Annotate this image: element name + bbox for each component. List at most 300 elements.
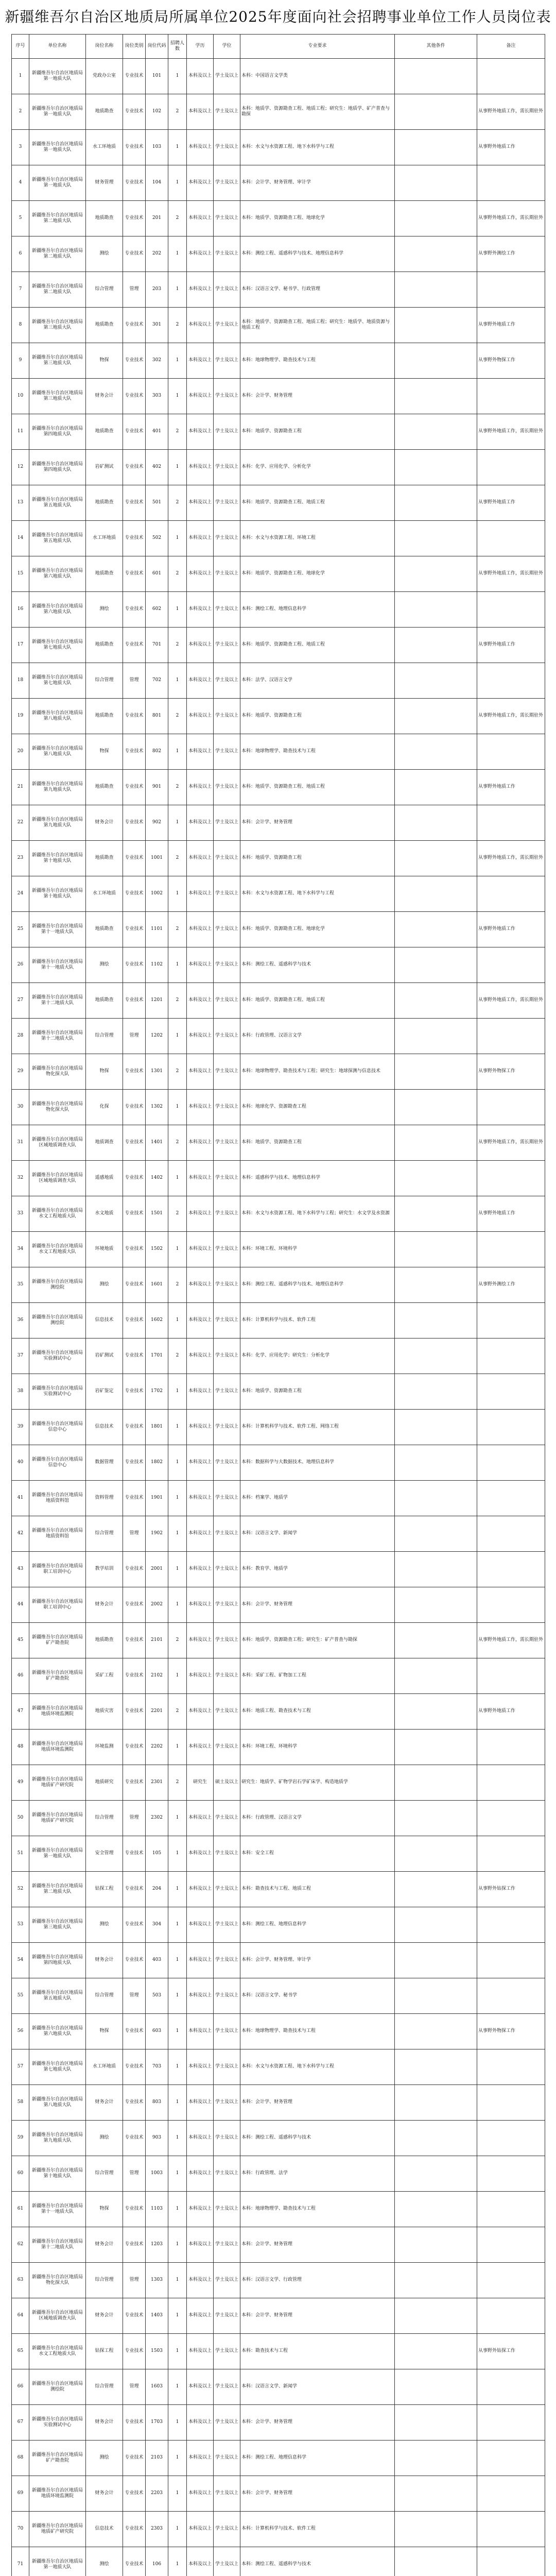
cell-post: 财务会计 — [86, 379, 123, 414]
cell-major: 本科：会计学、财务管理 — [240, 2227, 395, 2263]
cell-note — [477, 2049, 545, 2085]
cell-other — [395, 1374, 477, 1410]
cell-degree: 学士及以上 — [214, 1196, 240, 1232]
cell-count: 1 — [168, 2085, 187, 2121]
cell-post: 水工环地质 — [86, 2049, 123, 2085]
table-row — [12, 379, 545, 414]
cell-other — [395, 1907, 477, 1943]
cell-unit: 新疆维吾尔自治区地质局第七地质大队 — [29, 663, 86, 699]
table-row — [12, 2014, 545, 2049]
cell-code: 601 — [146, 556, 168, 592]
cell-major: 本科：地质学、资源勘查工程 — [240, 1374, 395, 1410]
cell-type: 专业技术 — [123, 1587, 146, 1623]
cell-type: 专业技术 — [123, 1836, 146, 1872]
cell-education: 本科及以上 — [187, 414, 214, 450]
cell-post: 物探 — [86, 2014, 123, 2049]
cell-education: 本科及以上 — [187, 2298, 214, 2334]
cell-education: 本科及以上 — [187, 272, 214, 308]
cell-post: 测绘 — [86, 236, 123, 272]
cell-type: 专业技术 — [123, 592, 146, 628]
cell-count: 2 — [168, 841, 187, 876]
cell-note — [477, 2512, 545, 2547]
cell-count: 1 — [168, 343, 187, 379]
cell-other — [395, 1765, 477, 1801]
cell-other — [395, 1161, 477, 1196]
cell-serial: 36 — [12, 1303, 29, 1338]
cell-serial: 69 — [12, 2476, 29, 2512]
cell-degree: 学士及以上 — [214, 1623, 240, 1658]
cell-education: 本科及以上 — [187, 521, 214, 556]
table-row — [12, 450, 545, 485]
cell-unit: 新疆维吾尔自治区地质局地质矿产研究院 — [29, 2512, 86, 2547]
cell-count: 1 — [168, 2014, 187, 2049]
cell-education: 本科及以上 — [187, 1125, 214, 1161]
cell-code: 1601 — [146, 1267, 168, 1303]
cell-degree: 学士及以上 — [214, 2156, 240, 2192]
cell-count: 1 — [168, 2298, 187, 2334]
cell-type: 专业技术 — [123, 983, 146, 1019]
cell-unit: 新疆维吾尔自治区地质局第五地质大队 — [29, 1978, 86, 2014]
cell-post: 地质调查 — [86, 1125, 123, 1161]
cell-unit: 新疆维吾尔自治区地质局矿产勘查院 — [29, 1658, 86, 1694]
cell-degree: 学士及以上 — [214, 556, 240, 592]
cell-type: 专业技术 — [123, 1943, 146, 1978]
cell-degree: 学士及以上 — [214, 1836, 240, 1872]
cell-major: 本科：水文与水资源工程、地下水科学与工程；研究生：水文学及水资源 — [240, 1196, 395, 1232]
cell-other — [395, 947, 477, 983]
cell-major: 本科：化学、应用化学、分析化学 — [240, 450, 395, 485]
cell-count: 1 — [168, 1730, 187, 1765]
cell-major: 本科：计算机科学与技术、软件工程 — [240, 2512, 395, 2547]
cell-serial: 55 — [12, 1978, 29, 2014]
cell-count: 1 — [168, 1801, 187, 1836]
cell-unit: 新疆维吾尔自治区地质局第九地质大队 — [29, 805, 86, 841]
cell-note — [477, 1552, 545, 1587]
cell-type: 专业技术 — [123, 2334, 146, 2369]
cell-other — [395, 1232, 477, 1267]
cell-type: 专业技术 — [123, 1872, 146, 1907]
table-row — [12, 2476, 545, 2512]
cell-major: 本科：测绘工程、遥感科学与技术、地理信息科学 — [240, 236, 395, 272]
cell-degree: 学士及以上 — [214, 2405, 240, 2441]
cell-note: 从事野外地质工作 — [477, 770, 545, 805]
cell-unit: 新疆维吾尔自治区地质局第二地质大队 — [29, 272, 86, 308]
table-row — [12, 272, 545, 308]
cell-degree: 学士及以上 — [214, 450, 240, 485]
cell-other — [395, 1552, 477, 1587]
table-row — [12, 699, 545, 734]
cell-code: 2302 — [146, 1801, 168, 1836]
cell-code: 104 — [146, 165, 168, 201]
cell-code: 2101 — [146, 1623, 168, 1658]
cell-type: 专业技术 — [123, 1765, 146, 1801]
cell-code: 2202 — [146, 1730, 168, 1765]
cell-type: 管理 — [123, 1978, 146, 2014]
cell-post: 水工环地质 — [86, 521, 123, 556]
cell-education: 本科及以上 — [187, 2192, 214, 2227]
cell-note — [477, 1232, 545, 1267]
cell-serial: 63 — [12, 2263, 29, 2298]
cell-education: 本科及以上 — [187, 947, 214, 983]
cell-degree: 学士及以上 — [214, 983, 240, 1019]
cell-other — [395, 521, 477, 556]
cell-type: 专业技术 — [123, 1090, 146, 1125]
cell-education: 本科及以上 — [187, 1019, 214, 1054]
cell-unit: 新疆维吾尔自治区地质局地质环境监测院 — [29, 2476, 86, 2512]
cell-degree: 学士及以上 — [214, 1801, 240, 1836]
table-row — [12, 592, 545, 628]
cell-other — [395, 2192, 477, 2227]
cell-note: 从事野外地质工作，需长期驻外 — [477, 983, 545, 1019]
cell-education: 本科及以上 — [187, 1374, 214, 1410]
cell-code: 603 — [146, 2014, 168, 2049]
cell-serial: 62 — [12, 2227, 29, 2263]
cell-unit: 新疆维吾尔自治区地质局测绘院 — [29, 2369, 86, 2405]
cell-code: 1201 — [146, 983, 168, 1019]
cell-note — [477, 1303, 545, 1338]
cell-unit: 新疆维吾尔自治区地质局第六地质大队 — [29, 592, 86, 628]
cell-major: 本科：安全工程 — [240, 1836, 395, 1872]
cell-major: 本科：环境工程、环境科学 — [240, 1730, 395, 1765]
cell-major: 本科：测绘工程、遥感科学与技术 — [240, 2547, 395, 2576]
table-row — [12, 2263, 545, 2298]
table-row — [12, 770, 545, 805]
cell-other — [395, 841, 477, 876]
cell-count: 1 — [168, 1872, 187, 1907]
cell-type: 管理 — [123, 2369, 146, 2405]
cell-education: 本科及以上 — [187, 1801, 214, 1836]
cell-post: 钻探工程 — [86, 1872, 123, 1907]
cell-count: 2 — [168, 1338, 187, 1374]
cell-code: 602 — [146, 592, 168, 628]
cell-major: 本科：地质学、资源勘查工程、地质工程 — [240, 770, 395, 805]
cell-unit: 新疆维吾尔自治区地质局第八地质大队 — [29, 734, 86, 770]
cell-post: 岩矿鉴定 — [86, 1374, 123, 1410]
cell-degree: 学士及以上 — [214, 165, 240, 201]
cell-major: 本科：地球物理学、勘查技术与工程 — [240, 734, 395, 770]
cell-code: 101 — [146, 59, 168, 94]
cell-unit: 新疆维吾尔自治区地质局第一地质大队 — [29, 59, 86, 94]
cell-unit: 新疆维吾尔自治区地质局地质环境监测院 — [29, 1730, 86, 1765]
cell-serial: 12 — [12, 450, 29, 485]
cell-post: 地质勘查 — [86, 414, 123, 450]
cell-education: 本科及以上 — [187, 2263, 214, 2298]
cell-unit: 新疆维吾尔自治区地质局水文工程地质大队 — [29, 1196, 86, 1232]
cell-count: 2 — [168, 1694, 187, 1730]
cell-other — [395, 1303, 477, 1338]
cell-post: 综合管理 — [86, 663, 123, 699]
table-row — [12, 2512, 545, 2547]
cell-degree: 学士及以上 — [214, 2441, 240, 2476]
cell-other — [395, 1410, 477, 1445]
cell-type: 专业技术 — [123, 201, 146, 236]
cell-type: 管理 — [123, 2156, 146, 2192]
cell-serial: 23 — [12, 841, 29, 876]
cell-unit: 新疆维吾尔自治区地质局第十地质大队 — [29, 876, 86, 912]
cell-unit: 新疆维吾尔自治区地质局第十二地质大队 — [29, 1019, 86, 1054]
cell-other — [395, 912, 477, 947]
cell-degree: 学士及以上 — [214, 130, 240, 165]
cell-serial: 3 — [12, 130, 29, 165]
cell-code: 1303 — [146, 2263, 168, 2298]
cell-unit: 新疆维吾尔自治区地质局地质资料馆 — [29, 1481, 86, 1516]
cell-code: 1701 — [146, 1338, 168, 1374]
cell-other — [395, 2334, 477, 2369]
cell-degree: 学士及以上 — [214, 2192, 240, 2227]
cell-count: 1 — [168, 1552, 187, 1587]
cell-degree: 学士及以上 — [214, 1872, 240, 1907]
cell-code: 1403 — [146, 2298, 168, 2334]
cell-education: 本科及以上 — [187, 1907, 214, 1943]
cell-code: 201 — [146, 201, 168, 236]
cell-note — [477, 1019, 545, 1054]
cell-degree: 学士及以上 — [214, 1410, 240, 1445]
cell-other — [395, 1196, 477, 1232]
cell-count: 2 — [168, 1267, 187, 1303]
table-row — [12, 1445, 545, 1481]
cell-serial: 14 — [12, 521, 29, 556]
cell-degree: 学士及以上 — [214, 1658, 240, 1694]
cell-unit: 新疆维吾尔自治区地质局信息中心 — [29, 1410, 86, 1445]
cell-other — [395, 1445, 477, 1481]
cell-other — [395, 663, 477, 699]
cell-type: 专业技术 — [123, 343, 146, 379]
cell-code: 2002 — [146, 1587, 168, 1623]
cell-serial: 32 — [12, 1161, 29, 1196]
table-row — [12, 2369, 545, 2405]
cell-type: 专业技术 — [123, 1481, 146, 1516]
column-header: 专业要求 — [240, 35, 395, 59]
cell-serial: 64 — [12, 2298, 29, 2334]
cell-code: 401 — [146, 414, 168, 450]
cell-type: 专业技术 — [123, 2192, 146, 2227]
cell-count: 1 — [168, 379, 187, 414]
cell-type: 专业技术 — [123, 1232, 146, 1267]
table-row — [12, 2441, 545, 2476]
cell-other — [395, 343, 477, 379]
table-row — [12, 94, 545, 130]
cell-unit: 新疆维吾尔自治区地质局水文工程地质大队 — [29, 2334, 86, 2369]
cell-serial: 29 — [12, 1054, 29, 1090]
cell-code: 202 — [146, 236, 168, 272]
cell-degree: 学士及以上 — [214, 805, 240, 841]
cell-education: 本科及以上 — [187, 770, 214, 805]
cell-serial: 20 — [12, 734, 29, 770]
table-row — [12, 2049, 545, 2085]
cell-count: 1 — [168, 2334, 187, 2369]
cell-degree: 学士及以上 — [214, 1552, 240, 1587]
cell-unit: 新疆维吾尔自治区地质局第五地质大队 — [29, 521, 86, 556]
cell-education: 本科及以上 — [187, 1943, 214, 1978]
cell-code: 1602 — [146, 1303, 168, 1338]
cell-education: 本科及以上 — [187, 983, 214, 1019]
cell-type: 专业技术 — [123, 734, 146, 770]
cell-post: 测绘 — [86, 1907, 123, 1943]
cell-post: 地质勘查 — [86, 628, 123, 663]
cell-count: 1 — [168, 2405, 187, 2441]
cell-degree: 学士及以上 — [214, 699, 240, 734]
column-header: 岗位代码 — [146, 35, 168, 59]
cell-education: 本科及以上 — [187, 805, 214, 841]
cell-count: 1 — [168, 1516, 187, 1552]
cell-education: 本科及以上 — [187, 379, 214, 414]
cell-education: 本科及以上 — [187, 592, 214, 628]
cell-education: 本科及以上 — [187, 1658, 214, 1694]
cell-count: 1 — [168, 2369, 187, 2405]
cell-serial: 7 — [12, 272, 29, 308]
cell-code: 1802 — [146, 1445, 168, 1481]
table-row — [12, 165, 545, 201]
cell-major: 本科：地质学、资源勘查工程 — [240, 414, 395, 450]
cell-other — [395, 236, 477, 272]
cell-serial: 25 — [12, 912, 29, 947]
cell-unit: 新疆维吾尔自治区地质局第七地质大队 — [29, 628, 86, 663]
cell-post: 财务会计 — [86, 2085, 123, 2121]
document-title: 新疆维吾尔自治区地质局所属单位2025年度面向社会招聘事业单位工作人员岗位表 — [5, 8, 551, 25]
cell-code: 1902 — [146, 1516, 168, 1552]
cell-count: 1 — [168, 2156, 187, 2192]
table-row — [12, 1765, 545, 1801]
table-row — [12, 1907, 545, 1943]
cell-count: 1 — [168, 947, 187, 983]
table-row — [12, 1730, 545, 1765]
table-row — [12, 1801, 545, 1836]
table-row — [12, 1232, 545, 1267]
cell-unit: 新疆维吾尔自治区地质局第三地质大队 — [29, 1907, 86, 1943]
cell-degree: 学士及以上 — [214, 592, 240, 628]
cell-post: 财务会计 — [86, 2298, 123, 2334]
table-row — [12, 2156, 545, 2192]
cell-note — [477, 2156, 545, 2192]
cell-other — [395, 2085, 477, 2121]
cell-major: 本科：水文与水资源工程、环境工程 — [240, 521, 395, 556]
cell-major: 本科：会计学、财务管理、审计学 — [240, 1943, 395, 1978]
cell-type: 专业技术 — [123, 1374, 146, 1410]
cell-code: 903 — [146, 2121, 168, 2156]
cell-serial: 53 — [12, 1907, 29, 1943]
table-row — [12, 1410, 545, 1445]
cell-post: 物探 — [86, 343, 123, 379]
cell-other — [395, 272, 477, 308]
cell-note: 从事野外地质工作 — [477, 912, 545, 947]
cell-note: 从事野外地质工作，需长期驻外 — [477, 1623, 545, 1658]
cell-major: 本科：法学、汉语言文学 — [240, 663, 395, 699]
cell-post: 数据管理 — [86, 1445, 123, 1481]
cell-degree: 学士及以上 — [214, 2227, 240, 2263]
cell-degree: 学士及以上 — [214, 1161, 240, 1196]
cell-note — [477, 876, 545, 912]
cell-type: 专业技术 — [123, 1623, 146, 1658]
cell-type: 专业技术 — [123, 556, 146, 592]
cell-education: 本科及以上 — [187, 2085, 214, 2121]
cell-degree: 学士及以上 — [214, 2334, 240, 2369]
cell-education: 本科及以上 — [187, 485, 214, 521]
cell-count: 1 — [168, 1374, 187, 1410]
cell-unit: 新疆维吾尔自治区地质局测绘院 — [29, 1303, 86, 1338]
cell-post: 岩矿测试 — [86, 450, 123, 485]
table-row — [12, 1125, 545, 1161]
cell-count: 1 — [168, 272, 187, 308]
cell-code: 502 — [146, 521, 168, 556]
cell-degree: 学士及以上 — [214, 2085, 240, 2121]
column-header: 单位名称 — [29, 35, 86, 59]
cell-post: 财务管理 — [86, 165, 123, 201]
cell-count: 1 — [168, 1481, 187, 1516]
cell-education: 本科及以上 — [187, 1338, 214, 1374]
cell-post: 综合管理 — [86, 2263, 123, 2298]
cell-post: 党政办公室 — [86, 59, 123, 94]
cell-other — [395, 770, 477, 805]
column-header: 学历 — [187, 35, 214, 59]
cell-code: 1102 — [146, 947, 168, 983]
cell-code: 501 — [146, 485, 168, 521]
cell-post: 信息技术 — [86, 1410, 123, 1445]
cell-type: 专业技术 — [123, 912, 146, 947]
cell-education: 本科及以上 — [187, 2014, 214, 2049]
cell-count: 1 — [168, 1836, 187, 1872]
cell-serial: 6 — [12, 236, 29, 272]
cell-note: 从事野外测绘工作 — [477, 1267, 545, 1303]
header-row — [12, 35, 545, 59]
cell-serial: 70 — [12, 2512, 29, 2547]
cell-note — [477, 1410, 545, 1445]
cell-unit: 新疆维吾尔自治区地质局第一地质大队 — [29, 130, 86, 165]
cell-note — [477, 2441, 545, 2476]
column-header: 学位 — [214, 35, 240, 59]
cell-education: 本科及以上 — [187, 734, 214, 770]
cell-serial: 34 — [12, 1232, 29, 1267]
cell-post: 岩矿测试 — [86, 1338, 123, 1374]
table-row — [12, 236, 545, 272]
cell-serial: 11 — [12, 414, 29, 450]
cell-note — [477, 592, 545, 628]
cell-education: 本科及以上 — [187, 2405, 214, 2441]
cell-serial: 42 — [12, 1516, 29, 1552]
cell-note: 从事野外地质工作 — [477, 1694, 545, 1730]
cell-education: 本科及以上 — [187, 841, 214, 876]
cell-type: 专业技术 — [123, 130, 146, 165]
cell-code: 204 — [146, 1872, 168, 1907]
cell-note: 从事野外地质工作，需长期驻外 — [477, 201, 545, 236]
cell-major: 本科：测绘工程、地理信息科学 — [240, 592, 395, 628]
cell-other — [395, 1730, 477, 1765]
cell-post: 测绘 — [86, 1267, 123, 1303]
cell-unit: 新疆维吾尔自治区地质局地质矿产研究院 — [29, 1765, 86, 1801]
table-row — [12, 130, 545, 165]
cell-serial: 61 — [12, 2192, 29, 2227]
cell-major: 本科：水文与水资源工程、地下水科学与工程 — [240, 876, 395, 912]
cell-other — [395, 130, 477, 165]
cell-degree: 学士及以上 — [214, 308, 240, 343]
cell-unit: 新疆维吾尔自治区地质局第十地质大队 — [29, 2156, 86, 2192]
cell-count: 1 — [168, 2263, 187, 2298]
cell-count: 2 — [168, 201, 187, 236]
cell-other — [395, 59, 477, 94]
cell-code: 2301 — [146, 1765, 168, 1801]
cell-type: 专业技术 — [123, 1303, 146, 1338]
cell-unit: 新疆维吾尔自治区地质局水文工程地质大队 — [29, 1232, 86, 1267]
table-row — [12, 1872, 545, 1907]
table-row — [12, 1481, 545, 1516]
cell-count: 1 — [168, 1232, 187, 1267]
cell-type: 专业技术 — [123, 414, 146, 450]
cell-serial: 19 — [12, 699, 29, 734]
cell-unit: 新疆维吾尔自治区地质局第四地质大队 — [29, 1943, 86, 1978]
table-row — [12, 2334, 545, 2369]
cell-degree: 学士及以上 — [214, 1907, 240, 1943]
table-row — [12, 2192, 545, 2227]
cell-serial: 41 — [12, 1481, 29, 1516]
